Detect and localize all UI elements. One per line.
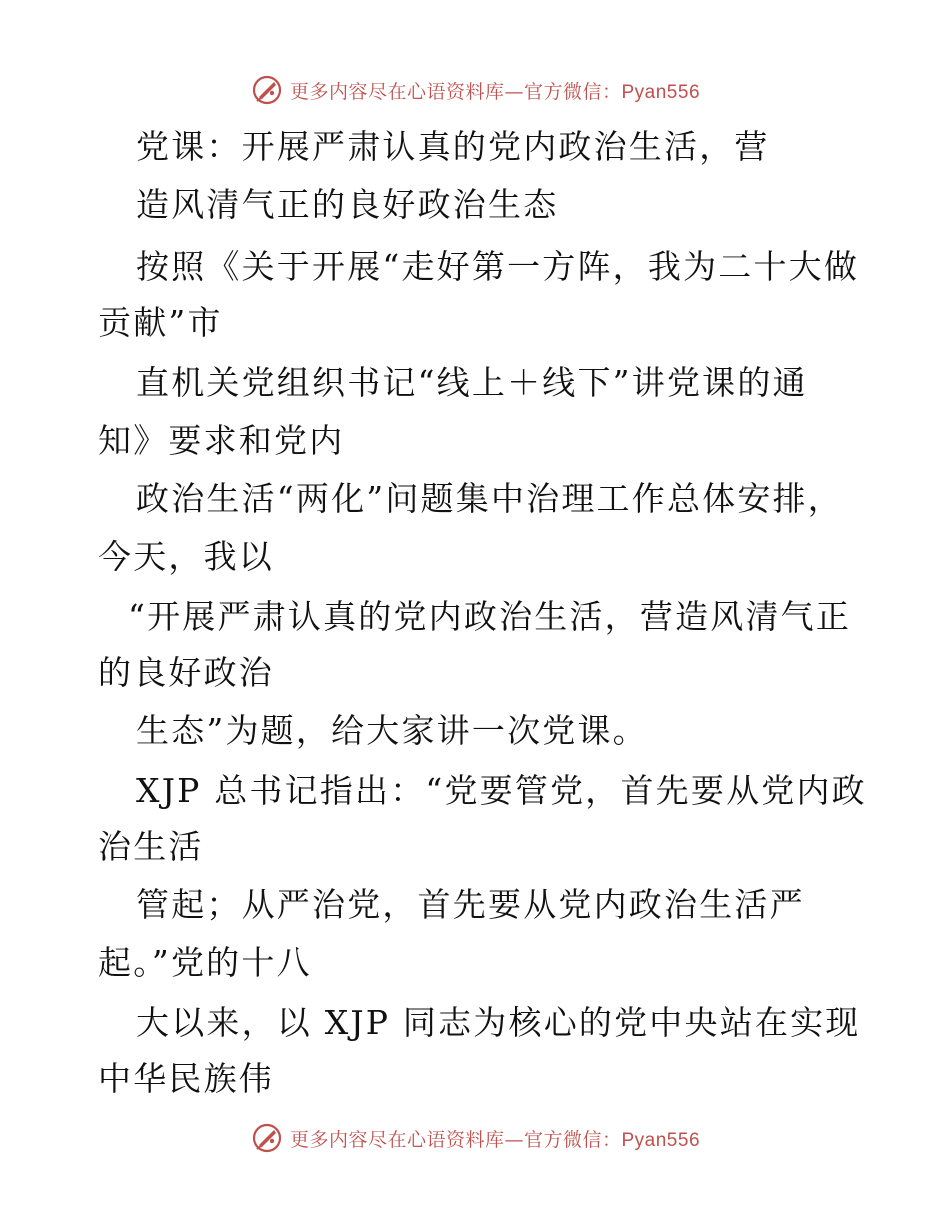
doc-line: 生态”为题，给大家讲一次党课。 [136, 711, 648, 750]
footer-banner [0, 1118, 950, 1158]
doc-line: 治生活 [98, 827, 204, 866]
banner-handle: Pyan556 [621, 1129, 701, 1151]
doc-line: XJP 总书记指出：“党要管党，首先要从党内政 [136, 771, 867, 810]
banner-text [290, 1125, 700, 1152]
feather-pen-logo-icon [250, 1121, 284, 1155]
banner-text [290, 77, 700, 104]
doc-line: 中华民族伟 [98, 1059, 274, 1098]
doc-line: 大以来，以 XJP 同志为核心的党中央站在实现 [136, 1003, 861, 1042]
feather-pen-logo-icon [250, 73, 284, 107]
doc-line: 知》要求和党内 [98, 421, 345, 460]
banner-cn-text: 更多内容尽在心语资料库—官方微信： [289, 1128, 622, 1151]
doc-line: 政治生活“两化”问题集中治理工作总体安排， [136, 479, 843, 518]
doc-line: 的良好政治 [98, 653, 274, 692]
doc-line: 按照《关于开展“走好第一方阵，我为二十大做 [136, 247, 860, 286]
doc-line: 今天，我以 [98, 537, 274, 576]
doc-line: “开展严肃认真的党内政治生活，营造风清气正 [128, 597, 852, 636]
doc-line: 管起；从严治党，首先要从党内政治生活严 [136, 885, 805, 924]
doc-line: 造风清气正的良好政治生态 [136, 185, 559, 224]
doc-line: 直机关党组织书记“线上＋线下”讲党课的通 [136, 363, 808, 402]
banner-cn-text: 更多内容尽在心语资料库—官方微信： [289, 80, 622, 103]
header-banner [0, 70, 950, 110]
banner-handle: Pyan556 [621, 81, 701, 103]
doc-line: 贡献”市 [98, 303, 223, 342]
doc-line: 起。”党的十八 [98, 943, 312, 982]
doc-line: 党课：开展严肃认真的党内政治生活，营 [136, 127, 770, 166]
